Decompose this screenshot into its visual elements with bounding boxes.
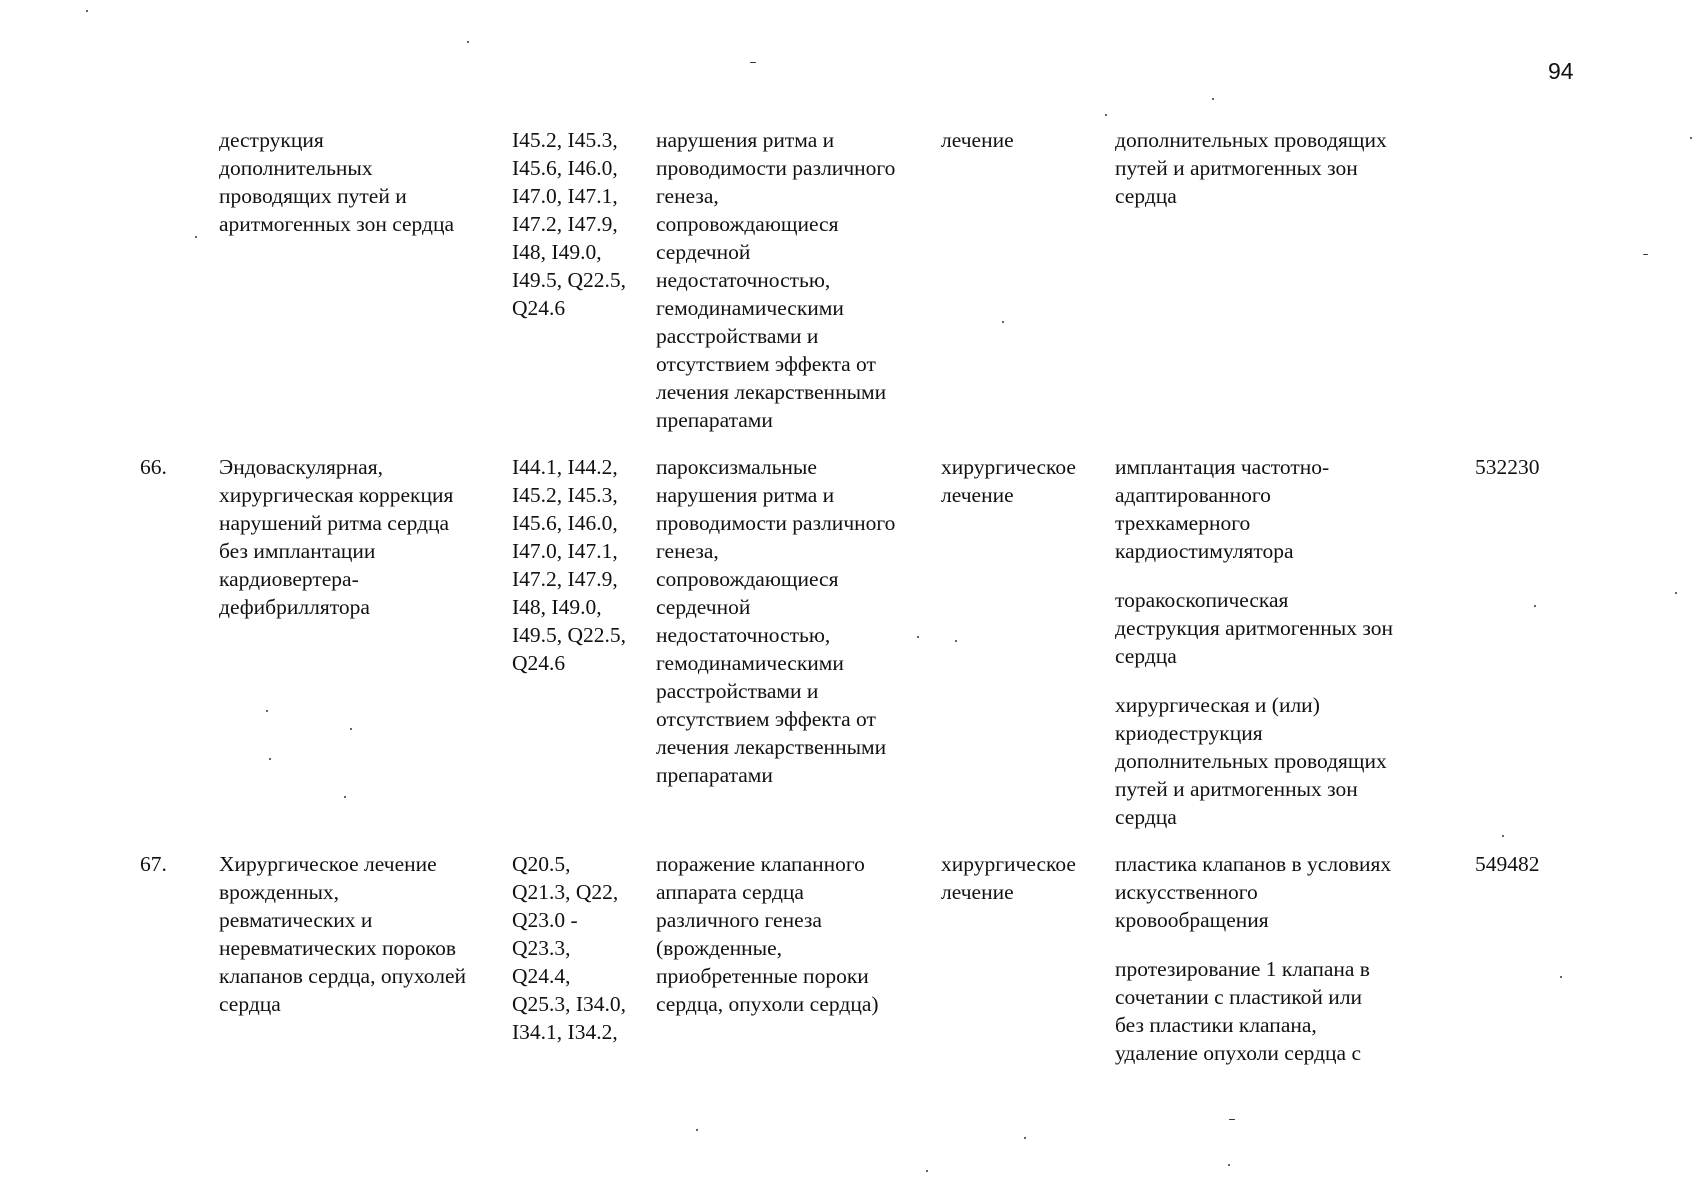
treatment-method: торакоскопическая деструкция аритмогенных зон сердца xyxy=(1115,588,1393,668)
row-number: 67. xyxy=(140,852,167,876)
treatment-method: протезирование 1 клапана в сочетании с пластикой или без пластики клапана, удаление опухоли сердца с xyxy=(1115,957,1370,1065)
care-type-name: Хирургическое лечение врожденных, ревматических и неревматических пороков клапанов сердца, опухолей сердца xyxy=(219,852,466,1016)
treatment-methods xyxy=(1115,126,1455,210)
care-type-name: деструкция дополнительных проводящих путей и аритмогенных зон сердца xyxy=(219,128,455,236)
treatment-method: пластика клапанов в условиях искусственного кровообращения xyxy=(1115,852,1392,932)
row-number: 66. xyxy=(140,455,167,479)
treatment-type: хирургическое лечение xyxy=(941,852,1076,904)
treatment-method: хирургическая и (или) криодеструкция дополнительных проводящих путей и аритмогенных зон сердца xyxy=(1115,693,1387,829)
icd-codes: I45.2, I45.3, I45.6, I46.0, I47.0, I47.1, I47.2, I47.9, I48, I49.0, I49.5, Q22.5, Q24.6 xyxy=(512,128,627,320)
patient-model: поражение клапанного аппарата сердца различного генеза (врожденные, приобретенные пороки сердца, опухоли сердца) xyxy=(656,852,879,1016)
treatment-methods xyxy=(1115,850,1455,1067)
icd-codes: Q20.5, Q21.3, Q22, Q23.0 - Q23.3, Q24.4, Q25.3, I34.0, I34.1, I34.2, xyxy=(512,852,627,1044)
treatment-methods xyxy=(1115,453,1455,831)
patient-model: пароксизмальные нарушения ритма и проводимости различного генеза, сопровождающиеся сердечной недостаточностью, гемодинамическими расстройствами и отсутствием эффекта от лечения лекарственными препаратами xyxy=(656,455,896,787)
cost-value: 532230 xyxy=(1475,455,1540,479)
treatment-method: дополнительных проводящих путей и аритмогенных зон сердца xyxy=(1115,128,1387,208)
treatment-method: имплантация частотно- адаптированного трехкамерного кардиостимулятора xyxy=(1115,455,1330,563)
care-type-name: Эндоваскулярная, хирургическая коррекция нарушений ритма сердца без имплантации кардиовертера- дефибриллятора xyxy=(219,455,454,619)
icd-codes: I44.1, I44.2, I45.2, I45.3, I45.6, I46.0, I47.0, I47.1, I47.2, I47.9, I48, I49.0, I49.5, Q22.5, Q24.6 xyxy=(512,455,627,675)
page-number: 94 xyxy=(1548,58,1574,84)
patient-model: нарушения ритма и проводимости различного генеза, сопровождающиеся сердечной недостаточностью, гемодинамическими расстройствами и отсутствием эффекта от лечения лекарственными препаратами xyxy=(656,128,896,432)
treatment-type: лечение xyxy=(941,128,1014,152)
cost-value: 549482 xyxy=(1475,852,1540,876)
treatment-type: хирургическое лечение xyxy=(941,455,1076,507)
